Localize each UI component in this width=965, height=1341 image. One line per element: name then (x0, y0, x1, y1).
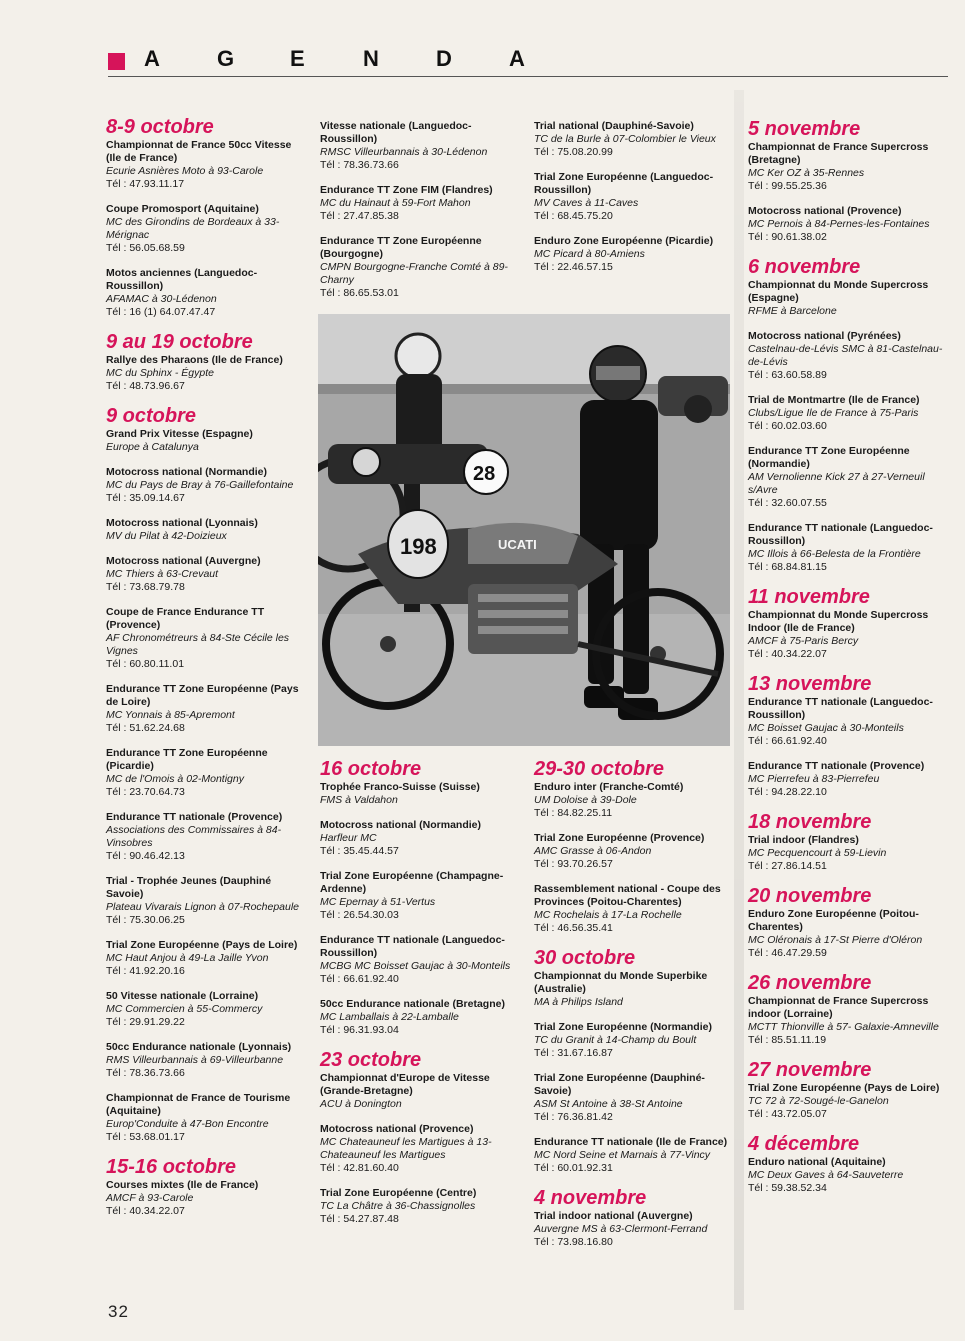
event-club: MC Ker OZ à 35-Rennes (748, 167, 865, 179)
header-letter: A (509, 46, 525, 71)
event-phone: Tél : 99.55.25.36 (748, 180, 827, 192)
event-title: Endurance TT Zone FIM (Flandres) (320, 184, 493, 196)
event-date-heading: 8-9 octobre (106, 116, 214, 138)
event-phone: Tél : 46.47.29.59 (748, 947, 827, 959)
event-title: Endurance TT nationale (Languedoc-Roussillon) (748, 522, 933, 547)
event-phone: Tél : 76.36.81.42 (534, 1111, 613, 1123)
event-club: Harfleur MC (320, 832, 377, 844)
event-entry (748, 445, 944, 510)
event-club: Ecurie Asnières Moto à 93-Carole (106, 165, 264, 177)
event-title: Enduro Zone Européenne (Picardie) (534, 235, 714, 247)
event-entry (748, 141, 944, 193)
event-phone: Tél : 78.36.73.66 (106, 1067, 185, 1079)
event-title: Trial Zone Européenne (Pays de Loire) (106, 939, 298, 951)
event-title: Coupe de France Endurance TT (Provence) (106, 606, 265, 631)
event-title: Endurance TT nationale (Ile de France) (534, 1136, 728, 1148)
event-club: TC La Châtre à 36-Chassignolles (320, 1200, 476, 1212)
column-2-bottom (320, 752, 515, 1238)
event-entry (106, 203, 304, 255)
event-club: AM Vernolienne Kick 27 à 27-Verneuil s/Avre (748, 471, 925, 496)
event-entry (320, 1123, 515, 1175)
event-phone: Tél : 23.70.64.73 (106, 786, 185, 798)
event-phone: Tél : 96.31.93.04 (320, 1024, 399, 1036)
event-club: TC du Granit à 14-Champ du Boult (534, 1034, 697, 1046)
event-entry (534, 120, 729, 159)
event-entry (106, 1041, 304, 1080)
event-entry (748, 609, 944, 661)
event-title: Endurance TT nationale (Languedoc-Roussillon) (320, 934, 505, 959)
event-club: MC du Hainaut à 59-Fort Mahon (320, 197, 471, 209)
event-club: Plateau Vivarais Lignon à 07-Rochepaule (106, 901, 300, 913)
event-club: Clubs/Ligue Ile de France à 75-Paris (748, 407, 919, 419)
event-entry (106, 811, 304, 863)
event-club: MC Epernay à 51-Vertus (320, 896, 436, 908)
event-title: Championnat du Monde Superbike (Australie) (534, 970, 708, 995)
event-title: Championnat du Monde Supercross Indoor (Ile de France) (748, 609, 929, 634)
event-title: Trial Zone Européenne (Champagne-Ardenne) (320, 870, 504, 895)
event-entry (320, 1187, 515, 1226)
event-phone: Tél : 35.09.14.67 (106, 492, 185, 504)
event-title: Trial - Trophée Jeunes (Dauphiné Savoie) (106, 875, 272, 900)
event-phone: Tél : 85.51.11.19 (748, 1034, 827, 1046)
event-date-heading: 9 au 19 octobre (106, 331, 253, 353)
event-title: Coupe Promosport (Aquitaine) (106, 203, 259, 215)
event-title: Endurance TT Zone Européenne (Normandie) (748, 445, 910, 470)
event-phone: Tél : 53.68.01.17 (106, 1131, 185, 1143)
page-number: 32 (108, 1302, 129, 1321)
event-entry (106, 466, 304, 505)
event-club: MC Oléronais à 17-St Pierre d'Oléron (748, 934, 923, 946)
event-title: Motos anciennes (Languedoc-Roussillon) (106, 267, 258, 292)
event-entry (534, 1210, 729, 1249)
event-title: Enduro inter (Franche-Comté) (534, 781, 684, 793)
event-title: Trial national (Dauphiné-Savoie) (534, 120, 694, 132)
event-phone: Tél : 31.67.16.87 (534, 1047, 613, 1059)
event-date-heading: 4 décembre (748, 1133, 860, 1155)
event-club: MC Haut Anjou à 49-La Jaille Yvon (106, 952, 269, 964)
event-phone: Tél : 86.65.53.01 (320, 287, 399, 299)
event-phone: Tél : 26.54.30.03 (320, 909, 399, 921)
event-entry (534, 171, 729, 223)
event-title: Trial indoor national (Auvergne) (534, 1210, 693, 1222)
event-club: MC Illois à 66-Belesta de la Frontière (748, 548, 921, 560)
event-phone: Tél : 40.34.22.07 (106, 1205, 185, 1217)
event-club: CMPN Bourgogne-Franche Comté à 89-Charny (320, 261, 508, 286)
event-phone: Tél : 56.05.68.59 (106, 242, 185, 254)
event-entry (320, 184, 515, 223)
event-title: Courses mixtes (Ile de France) (106, 1179, 259, 1191)
event-club: TC 72 à 72-Sougé-le-Ganelon (748, 1095, 889, 1107)
event-date-heading: 23 octobre (320, 1049, 422, 1071)
column-3-bottom (534, 752, 729, 1261)
event-club: MC Picard à 80-Amiens (534, 248, 645, 260)
event-phone: Tél : 35.45.44.57 (320, 845, 399, 857)
event-phone: Tél : 59.38.52.34 (748, 1182, 827, 1194)
event-entry (534, 781, 729, 820)
event-entry (106, 267, 304, 319)
column-1 (106, 110, 304, 1230)
event-club: MC du Sphinx - Égypte (106, 367, 214, 379)
event-date-heading: 11 novembre (748, 586, 870, 608)
event-entry (748, 908, 944, 960)
header-letter: N (363, 46, 379, 71)
event-title: Championnat de France Supercross indoor (Lorraine) (748, 995, 929, 1020)
event-club: RMSC Villeurbannais à 30-Lédenon (320, 146, 488, 158)
event-title: 50cc Endurance nationale (Bretagne) (320, 998, 505, 1010)
event-club: MC Pierrefeu à 83-Pierrefeu (748, 773, 880, 785)
event-entry (748, 760, 944, 799)
event-date-heading: 6 novembre (748, 256, 861, 278)
event-phone: Tél : 27.86.14.51 (748, 860, 827, 872)
motorcycle-photo-icon (318, 314, 730, 746)
bleed-through-shadow (734, 90, 744, 1310)
event-entry (534, 970, 729, 1009)
event-title: Endurance TT Zone Européenne (Picardie) (106, 747, 268, 772)
plate-left: 28 (473, 463, 496, 485)
header-title (144, 46, 582, 72)
event-phone: Tél : 90.61.38.02 (748, 231, 827, 243)
event-title: Endurance TT Zone Européenne (Bourgogne) (320, 235, 482, 260)
event-phone: Tél : 94.28.22.10 (748, 786, 827, 798)
event-entry (534, 1021, 729, 1060)
event-title: Enduro Zone Européenne (Poitou-Charentes) (748, 908, 919, 933)
event-date-heading: 29-30 octobre (534, 758, 665, 780)
event-phone: Tél : 54.27.87.48 (320, 1213, 399, 1225)
event-title: Motocross national (Lyonnais) (106, 517, 258, 529)
event-entry (534, 832, 729, 871)
event-entry (534, 883, 729, 935)
event-phone: Tél : 47.93.11.17 (106, 178, 185, 190)
event-date-heading: 4 novembre (534, 1187, 647, 1209)
event-title: Trial Zone Européenne (Provence) (534, 832, 705, 844)
event-club: Europe à Catalunya (106, 441, 199, 453)
event-entry (320, 870, 515, 922)
event-entry (106, 428, 304, 454)
event-phone: Tél : 66.61.92.40 (320, 973, 399, 985)
event-entry (106, 939, 304, 978)
event-entry (106, 747, 304, 799)
event-phone: Tél : 66.61.92.40 (748, 735, 827, 747)
tank-text: UCATI (498, 537, 537, 552)
event-phone: Tél : 68.45.75.20 (534, 210, 613, 222)
event-club: MA à Philips Island (534, 996, 623, 1008)
event-club: TC de la Burle à 07-Colombier le Vieux (534, 133, 716, 145)
event-title: Motocross national (Provence) (320, 1123, 474, 1135)
event-title: Endurance TT nationale (Languedoc-Roussillon) (748, 696, 933, 721)
event-entry (320, 781, 515, 807)
event-title: Trial Zone Européenne (Languedoc-Roussillon) (534, 171, 714, 196)
column-3-top (534, 120, 729, 286)
event-entry (320, 819, 515, 858)
event-title: Endurance TT nationale (Provence) (748, 760, 925, 772)
event-club: AMC Grasse à 06-Andon (534, 845, 652, 857)
event-club: MC Boisset Gaujac à 30-Monteils (748, 722, 904, 734)
event-entry (106, 517, 304, 543)
event-club: MC Pernois à 84-Pernes-les-Fontaines (748, 218, 930, 230)
event-club: Associations des Commissaires à 84-Vinsobres (106, 824, 282, 849)
event-date-heading: 15-16 octobre (106, 1156, 237, 1178)
event-club: AMCF à 75-Paris Bercy (748, 635, 859, 647)
event-club: Europ'Conduite à 47-Bon Encontre (106, 1118, 269, 1130)
event-club: UM Doloise à 39-Dole (534, 794, 637, 806)
event-title: Endurance TT nationale (Provence) (106, 811, 283, 823)
event-club: MCBG MC Boisset Gaujac à 30-Monteils (320, 960, 511, 972)
event-club: AFAMAC à 30-Lédenon (106, 293, 217, 305)
event-phone: Tél : 42.81.60.40 (320, 1162, 399, 1174)
event-entry (748, 522, 944, 574)
event-title: Trial Zone Européenne (Pays de Loire) (748, 1082, 940, 1094)
event-club: MC Nord Seine et Marnais à 77-Vincy (534, 1149, 711, 1161)
event-phone: Tél : 16 (1) 64.07.47.47 (106, 306, 216, 318)
event-title: Trophée Franco-Suisse (Suisse) (320, 781, 480, 793)
event-entry (534, 235, 729, 274)
event-entry (320, 934, 515, 986)
event-phone: Tél : 60.01.92.31 (534, 1162, 613, 1174)
event-date-heading: 13 novembre (748, 673, 872, 695)
header-letter: D (436, 46, 452, 71)
event-title: Motocross national (Auvergne) (106, 555, 261, 567)
event-date-heading: 18 novembre (748, 811, 872, 833)
event-date-heading: 16 octobre (320, 758, 422, 780)
motorcycle-photo (318, 314, 730, 746)
event-title: Motocross national (Normandie) (106, 466, 268, 478)
event-entry (748, 205, 944, 244)
event-title: Trial Zone Européenne (Centre) (320, 1187, 477, 1199)
event-club: MC Yonnais à 85-Apremont (106, 709, 235, 721)
event-entry (106, 555, 304, 594)
event-title: Motocross national (Normandie) (320, 819, 482, 831)
event-phone: Tél : 40.34.22.07 (748, 648, 827, 660)
event-club: FMS à Valdahon (320, 794, 398, 806)
event-entry (106, 1179, 304, 1218)
event-entry (534, 1136, 729, 1175)
event-club: MC Commercien à 55-Commercy (106, 1003, 263, 1015)
event-title: Trial indoor (Flandres) (748, 834, 859, 846)
event-title: Championnat du Monde Supercross (Espagne) (748, 279, 929, 304)
event-phone: Tél : 22.46.57.15 (534, 261, 613, 273)
event-phone: Tél : 60.80.11.01 (106, 658, 185, 670)
event-phone: Tél : 51.62.24.68 (106, 722, 185, 734)
event-entry (748, 995, 944, 1047)
event-club: MV Caves à 11-Caves (534, 197, 639, 209)
header-accent-square (108, 53, 125, 70)
event-entry (106, 354, 304, 393)
event-club: AMCF à 93-Carole (106, 1192, 194, 1204)
agenda-header (108, 46, 948, 76)
event-club: MC Thiers à 63-Crevaut (106, 568, 219, 580)
event-entry (748, 330, 944, 382)
event-club: MC Rochelais à 17-La Rochelle (534, 909, 682, 921)
event-entry (748, 394, 944, 433)
event-title: Enduro national (Aquitaine) (748, 1156, 886, 1168)
event-club: RMS Villeurbannais à 69-Villeurbanne (106, 1054, 284, 1066)
event-phone: Tél : 73.68.79.78 (106, 581, 185, 593)
column-2-top (320, 120, 515, 312)
event-phone: Tél : 41.92.20.16 (106, 965, 185, 977)
event-club: MV du Pilat à 42-Doizieux (106, 530, 227, 542)
event-entry (748, 279, 944, 318)
event-phone: Tél : 75.30.06.25 (106, 914, 185, 926)
event-title: Rallye des Pharaons (Ile de France) (106, 354, 283, 366)
event-club: AF Chronométreurs à 84-Ste Cécile les Vignes (106, 632, 290, 657)
event-title: Championnat de France 50cc Vitesse (Ile de France) (106, 139, 292, 164)
header-rule (108, 76, 948, 77)
event-entry (320, 1072, 515, 1111)
event-club: MC des Girondins de Bordeaux à 33-Mérignac (106, 216, 280, 241)
event-phone: Tél : 90.46.42.13 (106, 850, 185, 862)
event-title: Motocross national (Provence) (748, 205, 902, 217)
column-4 (748, 112, 944, 1207)
event-club: RFME à Barcelone (748, 305, 837, 317)
event-phone: Tél : 73.98.16.80 (534, 1236, 613, 1248)
event-entry (320, 998, 515, 1037)
event-phone: Tél : 29.91.29.22 (106, 1016, 185, 1028)
event-title: Trial Zone Européenne (Dauphiné-Savoie) (534, 1072, 705, 1097)
event-phone: Tél : 32.60.07.55 (748, 497, 827, 509)
header-letter: G (217, 46, 235, 71)
event-title: Vitesse nationale (Languedoc-Roussillon) (320, 120, 472, 145)
event-club: MC de l'Omois à 02-Montigny (106, 773, 244, 785)
event-date-heading: 27 novembre (748, 1059, 872, 1081)
event-entry (106, 606, 304, 671)
header-letter: A (144, 46, 160, 71)
event-club: MC Deux Gaves à 64-Sauveterre (748, 1169, 904, 1181)
event-entry (748, 696, 944, 748)
event-entry (748, 1082, 944, 1121)
event-title: Rassemblement national - Coupe des Provinces (Poitou-Charentes) (534, 883, 721, 908)
event-entry (748, 1156, 944, 1195)
event-entry (106, 990, 304, 1029)
event-club: Castelnau-de-Lévis SMC à 81-Castelnau-de-Lévis (748, 343, 943, 368)
event-phone: Tél : 43.72.05.07 (748, 1108, 827, 1120)
event-phone: Tél : 84.82.25.11 (534, 807, 613, 819)
event-club: ASM St Antoine à 38-St Antoine (534, 1098, 683, 1110)
event-phone: Tél : 78.36.73.66 (320, 159, 399, 171)
event-entry (748, 834, 944, 873)
event-title: 50cc Endurance nationale (Lyonnais) (106, 1041, 292, 1053)
event-entry (106, 139, 304, 191)
event-entry (534, 1072, 729, 1124)
event-phone: Tél : 63.60.58.89 (748, 369, 827, 381)
event-phone: Tél : 46.56.35.41 (534, 922, 613, 934)
event-phone: Tél : 68.84.81.15 (748, 561, 827, 573)
event-title: Endurance TT Zone Européenne (Pays de Loire) (106, 683, 299, 708)
event-title: Trial Zone Européenne (Normandie) (534, 1021, 712, 1033)
event-entry (106, 1092, 304, 1144)
event-date-heading: 26 novembre (748, 972, 872, 994)
event-title: Motocross national (Pyrénées) (748, 330, 901, 342)
event-title: Grand Prix Vitesse (Espagne) (106, 428, 253, 440)
header-letter: E (290, 46, 305, 71)
event-club: MC du Pays de Bray à 76-Gaillefontaine (106, 479, 294, 491)
event-club: Auvergne MS à 63-Clermont-Ferrand (534, 1223, 708, 1235)
event-date-heading: 9 octobre (106, 405, 197, 427)
event-title: Trial de Montmartre (Ile de France) (748, 394, 920, 406)
event-title: Championnat de France Supercross (Bretagne) (748, 141, 929, 166)
event-phone: Tél : 60.02.03.60 (748, 420, 827, 432)
event-entry (320, 120, 515, 172)
event-phone: Tél : 75.08.20.99 (534, 146, 613, 158)
event-entry (106, 683, 304, 735)
event-club: MC Lamballais à 22-Lamballe (320, 1011, 459, 1023)
event-club: ACU à Donington (320, 1098, 402, 1110)
event-date-heading: 20 novembre (748, 885, 872, 907)
event-club: MCTT Thionville à 57- Galaxie-Amneville (748, 1021, 939, 1033)
event-date-heading: 5 novembre (748, 118, 861, 140)
event-entry (320, 235, 515, 300)
event-title: 50 Vitesse nationale (Lorraine) (106, 990, 259, 1002)
event-phone: Tél : 93.70.26.57 (534, 858, 613, 870)
event-club: MC Chateauneuf les Martigues à 13-Chateauneuf les Martigues (320, 1136, 492, 1161)
event-title: Championnat d'Europe de Vitesse (Grande-Bretagne) (320, 1072, 490, 1097)
event-date-heading: 30 octobre (534, 947, 636, 969)
event-phone: Tél : 27.47.85.38 (320, 210, 399, 222)
event-entry (106, 875, 304, 927)
event-phone: Tél : 48.73.96.67 (106, 380, 185, 392)
event-title: Championnat de France de Tourisme (Aquitaine) (106, 1092, 291, 1117)
event-club: MC Pecquencourt à 59-Lievin (748, 847, 887, 859)
plate-front: 198 (400, 534, 437, 559)
